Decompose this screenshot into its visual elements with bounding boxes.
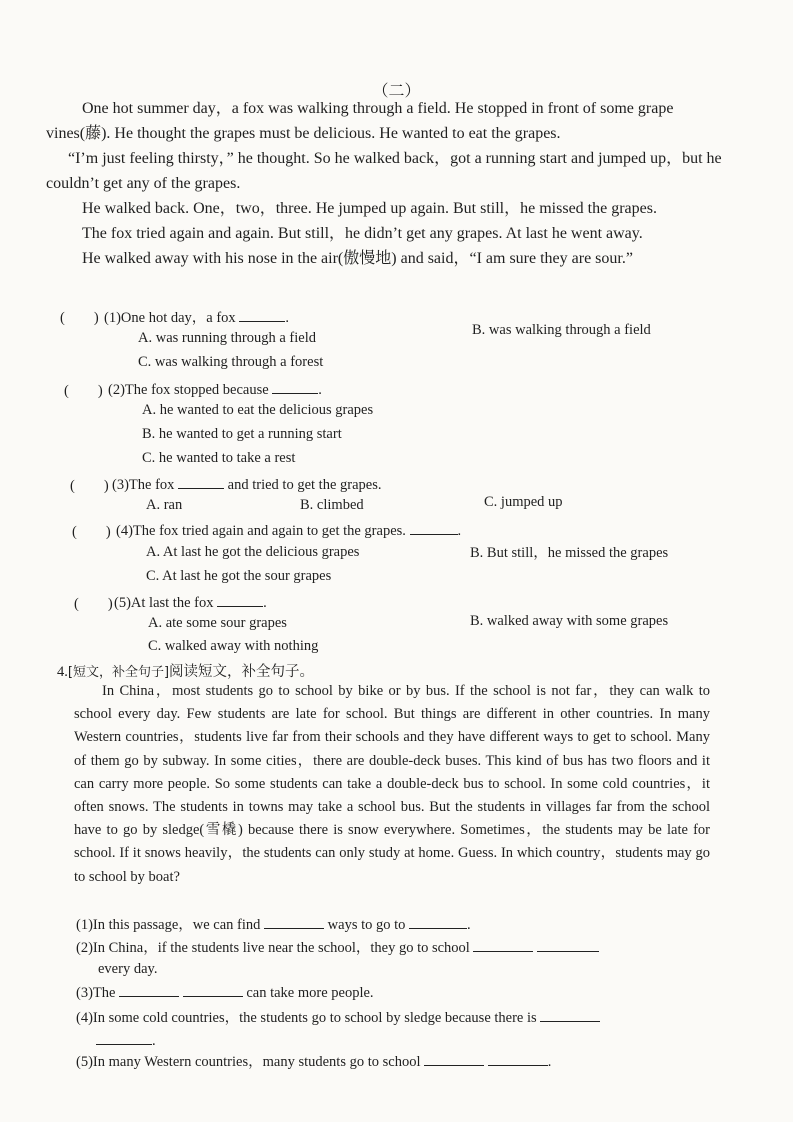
reading-passage bbox=[74, 680, 710, 889]
section-instruction: 阅读短文，补全句子。 bbox=[169, 664, 315, 680]
story-paragraph: One hot summer day，a fox was walking through a field. He stopped in front of some grape vines(藤). He thought the grapes must be delicious. He wanted to eat the grapes. bbox=[46, 100, 674, 142]
answer-blank[interactable] bbox=[424, 1051, 484, 1066]
answer-blank[interactable] bbox=[264, 914, 324, 929]
answer-bracket[interactable]: ( ) bbox=[72, 524, 111, 540]
question-number: (5) bbox=[114, 595, 131, 611]
answer-blank[interactable] bbox=[217, 592, 263, 607]
fill-question-1: (1)In this passage，we can find ways to go to . bbox=[76, 913, 471, 934]
section-tag: [短文，补全句子] bbox=[67, 665, 170, 680]
answer-blank[interactable] bbox=[488, 1051, 548, 1066]
option-c[interactable]: C. At last he got the sour grapes bbox=[146, 568, 332, 584]
section-number: 4. bbox=[57, 664, 68, 680]
story-paragraph: He walked back. One，two，three. He jumped up again. But still，he missed the grapes. bbox=[82, 200, 657, 217]
option-c[interactable]: C. he wanted to take a rest bbox=[142, 450, 296, 466]
option-c[interactable]: C. was walking through a forest bbox=[138, 354, 324, 370]
worksheet-page: （二） One hot summer day，a fox was walking through a field. He stopped in front of some grape vines(藤). He thought the grapes must be delicious. He wanted to eat the grapes. “I’m just feeling thirsty，” he thought. So he walked back，got a running start and jumped up，but he couldn’t get any of the grapes. He walked back. One，two，three. He jumped up again. But still，he missed the grapes. The fox tried again and again. But still，he didn’t get any grapes. At last he went away. He walked away with his nose in the air(傲慢地) and said，“I am sure they are sour.” ( ) (1)One hot day，a fox . A. was running through a field B. was walking through a field C. was walking through a forest ( ) (2)The fox stopped because . A. he wanted to eat the delicious grapes B. he wanted to get a running start C. he wanted to take a rest ( ) (3)The fox and tried to get the grapes. A. ran B. climbed C. jumped up ( ) (4)The fox tried again and again to get the grapes. . A. At last he got the delicious grapes B. But still，he missed the grapes C. At last he got the sour grapes ( ) (5)At last the fox . A. ate some sour grapes B. walked away with some grapes C. walked away with nothing 4.[短文，补全句子]阅读短文，补全句子。 In China，most students go to school by bike or by bus. If the school is not far，they can walk to school every day. Few students are late for school. But things are different in other countries. In many Western countries，students live far from their schools and they have different ways to get to school. Many of them go by subway. In some cities，there are double-deck buses. This kind of bus has two floors and it can carry more people. So some students can take a double-deck bus to school. In some cold countries，it often snows. The students in towns may take a school bus. But the students in villages far from the school have to go by sledge(雪橇) because there is snow everywhere. Sometimes，the students may be late for school. If it snows heavily，the students can only study at home. Guess. In which country，students may go to school by boat? (1)In this passage，we can find ways to go to . (2)In China，if the students live near the school，they go to school every day. (3)The can take more people. (4)In some cold countries，the students go to school by sledge because there is . (5)In many Western countries，many students go to school . bbox=[0, 0, 793, 1122]
option-a[interactable]: A. he wanted to eat the delicious grapes bbox=[142, 402, 374, 418]
option-a[interactable]: A. At last he got the delicious grapes bbox=[146, 544, 360, 560]
question-number: (3) bbox=[112, 477, 129, 493]
fill-question-2: (2)In China，if the students live near the school，they go to school bbox=[76, 936, 599, 957]
option-b[interactable]: B. walked away with some grapes bbox=[470, 613, 669, 629]
answer-bracket[interactable]: ( ) bbox=[74, 596, 113, 612]
answer-blank[interactable] bbox=[183, 982, 243, 997]
fill-question-4-continued: . bbox=[96, 1030, 156, 1050]
fill-question-3: (3)The can take more people. bbox=[76, 982, 374, 1002]
answer-blank[interactable] bbox=[119, 982, 179, 997]
question-number: (1) bbox=[104, 310, 121, 326]
answer-blank[interactable] bbox=[178, 474, 224, 489]
story-paragraph: The fox tried again and again. But still，he didn’t get any grapes. At last he went away. bbox=[82, 225, 643, 242]
fill-question-4: (4)In some cold countries，the students go to school by sledge because there is bbox=[76, 1006, 600, 1027]
option-a[interactable]: A. was running through a field bbox=[138, 330, 316, 346]
answer-blank[interactable] bbox=[537, 937, 599, 952]
passage-text: In China，most students go to school by bike or by bus. If the school is not far，they can walk to school every day. Few students are late for school. But things are different in other countries. In many Western countries，students live far from their schools and they have different ways to get to school. Many of them go by subway. In some cities，there are double-deck buses. This kind of bus has two floors and it can carry more people. So some students can take a double-deck bus to school. In some cold countries，it often snows. The students in towns may take a school bus. But the students in villages far from the school have to go by sledge(雪橇) because there is snow everywhere. Sometimes，the students may be late for school. If it snows heavily，the students can only study at home. Guess. In which country，students may go to school by boat? bbox=[74, 683, 710, 885]
option-b[interactable]: B. he wanted to get a running start bbox=[142, 426, 342, 442]
section-4-heading bbox=[57, 660, 314, 681]
story-paragraph: He walked away with his nose in the air(傲慢地) and said，“I am sure they are sour.” bbox=[82, 250, 633, 267]
option-a[interactable]: A. ran bbox=[146, 497, 183, 513]
option-a[interactable]: A. ate some sour grapes bbox=[148, 615, 287, 631]
answer-blank[interactable] bbox=[540, 1007, 600, 1022]
question-number: (4) bbox=[116, 523, 133, 539]
option-c[interactable]: C. walked away with nothing bbox=[148, 638, 319, 654]
question-stem: The fox tried again and again to get the grapes. bbox=[132, 523, 406, 539]
story-passage bbox=[46, 96, 724, 271]
answer-blank[interactable] bbox=[410, 520, 458, 535]
fill-question-5: (5)In many Western countries，many students go to school . bbox=[76, 1050, 551, 1071]
question-stem: The fox stopped because bbox=[124, 382, 269, 398]
section-title: （二） bbox=[372, 83, 421, 100]
option-b[interactable]: B. was walking through a field bbox=[472, 322, 651, 338]
answer-blank[interactable] bbox=[239, 307, 285, 322]
option-b[interactable]: B. climbed bbox=[300, 497, 364, 513]
answer-blank[interactable] bbox=[96, 1030, 152, 1045]
answer-bracket[interactable]: ( ) bbox=[64, 383, 103, 399]
question-stem: One hot day，a fox bbox=[120, 310, 236, 326]
answer-blank[interactable] bbox=[272, 379, 318, 394]
question-stem: At last the fox bbox=[130, 595, 214, 611]
option-b[interactable]: B. But still，he missed the grapes bbox=[470, 545, 669, 561]
answer-bracket[interactable]: ( ) bbox=[70, 478, 109, 494]
answer-blank[interactable] bbox=[409, 914, 467, 929]
answer-bracket[interactable]: ( ) bbox=[60, 310, 99, 326]
option-c[interactable]: C. jumped up bbox=[484, 494, 563, 510]
story-paragraph: “I’m just feeling thirsty，” he thought. So he walked back，got a running start and jumped up，but he couldn’t get any of the grapes. bbox=[46, 150, 722, 192]
question-number: (2) bbox=[108, 382, 125, 398]
fill-question-2-continued: every day. bbox=[98, 961, 158, 977]
answer-blank[interactable] bbox=[473, 937, 533, 952]
question-stem: The fox bbox=[128, 477, 175, 493]
